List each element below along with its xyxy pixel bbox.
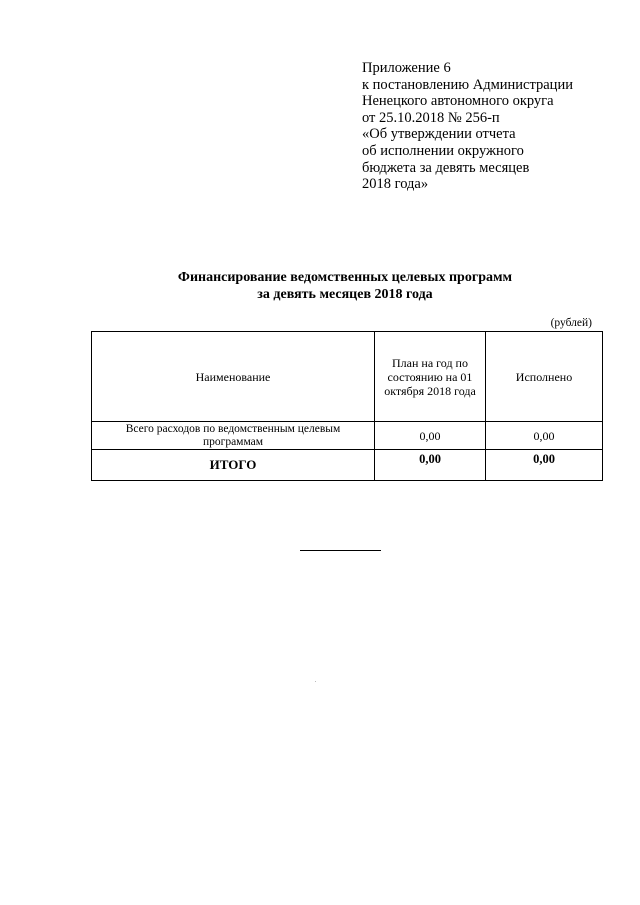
document-title [150, 270, 540, 303]
appendix-line: Приложение 6 [362, 60, 451, 76]
document-title-line-2: за девять месяцев 2018 года [257, 286, 433, 302]
header-executed: Исполнено [486, 332, 603, 422]
row-name: Всего расходов по ведомственным целевым программам [92, 422, 375, 450]
document-title-line-1: Финансирование ведомственных целевых программ [177, 270, 513, 285]
total-plan-value: 0,00 [375, 450, 486, 481]
header-plan: План на год по состоянию на 01 октября 2018 года [375, 332, 486, 422]
table-row [92, 422, 603, 450]
row-plan-value: 0,00 [375, 422, 486, 450]
table-total-row [92, 450, 603, 481]
financing-table [91, 331, 603, 481]
appendix-block [362, 60, 573, 193]
row-executed-value: 0,00 [486, 422, 603, 450]
units-label: (рублей) [550, 317, 592, 329]
appendix-line: бюджета за девять месяцев [362, 159, 530, 176]
scan-speck [315, 681, 316, 682]
appendix-line: к постановлению Администрации [362, 76, 573, 93]
total-executed-value: 0,00 [486, 450, 603, 481]
appendix-line: «Об утверждении отчета [362, 126, 516, 143]
header-name: Наименование [92, 332, 375, 422]
appendix-line: Ненецкого автономного округа [362, 93, 554, 110]
appendix-line: 2018 года» [362, 176, 429, 193]
appendix-line: об исполнении окружного [362, 142, 524, 159]
table-header-row [92, 332, 603, 422]
appendix-line: от 25.10.2018 № 256-п [362, 109, 500, 126]
total-label: ИТОГО [92, 450, 375, 481]
separator-line [300, 550, 381, 551]
